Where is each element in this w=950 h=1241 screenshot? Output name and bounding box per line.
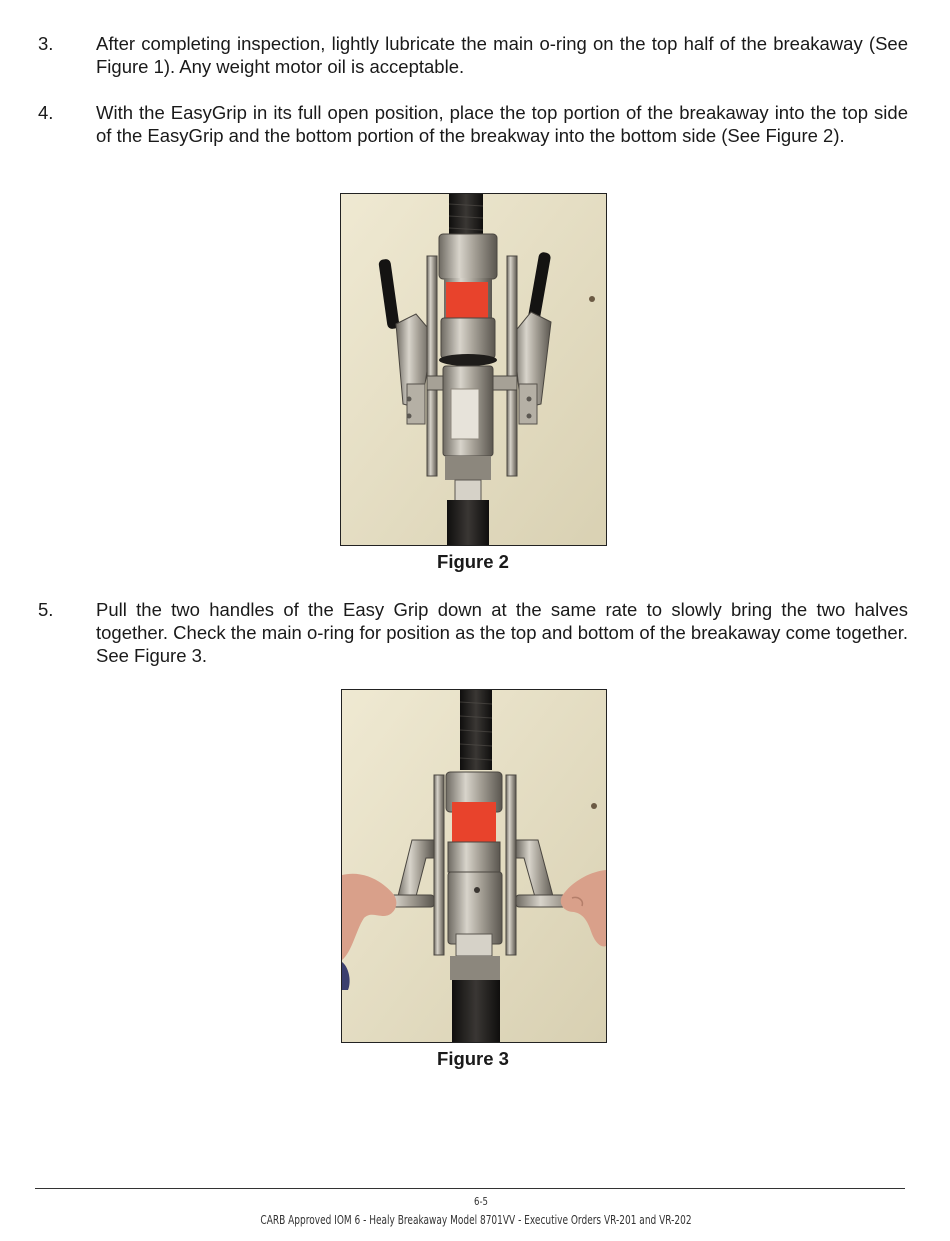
step-text: With the EasyGrip in its full open position, place the top portion of the breakaway into the top side of the EasyGrip and the bottom portion of the breakway into the bottom side (See Figure 2). (96, 102, 908, 146)
figure-2-caption: Figure 2 (437, 551, 509, 572)
step-number: 3. (38, 33, 54, 54)
step-text: After completing inspection, lightly lubricate the main o-ring on the top half of the breakaway (See Figure 1). Any weight motor oil is acceptable. (96, 33, 908, 77)
footer-divider (35, 1188, 905, 1189)
step-number: 4. (38, 102, 54, 123)
figure-3-photo (341, 689, 607, 1043)
figure-3-caption: Figure 3 (437, 1048, 509, 1069)
footer-page-number: 6-5 (473, 1195, 489, 1208)
figure-2-photo (340, 193, 607, 546)
step-text: Pull the two handles of the Easy Grip down at the same rate to slowly bring the two halves together. Check the main o-ring for position as the top and bottom of the breakaway come together. See Figure 3. (96, 599, 908, 666)
step-number: 5. (38, 599, 54, 620)
footer-document-title: CARB Approved IOM 6 - Healy Breakaway Model 8701VV - Executive Orders VR-201 and VR-202 (260, 1212, 692, 1227)
